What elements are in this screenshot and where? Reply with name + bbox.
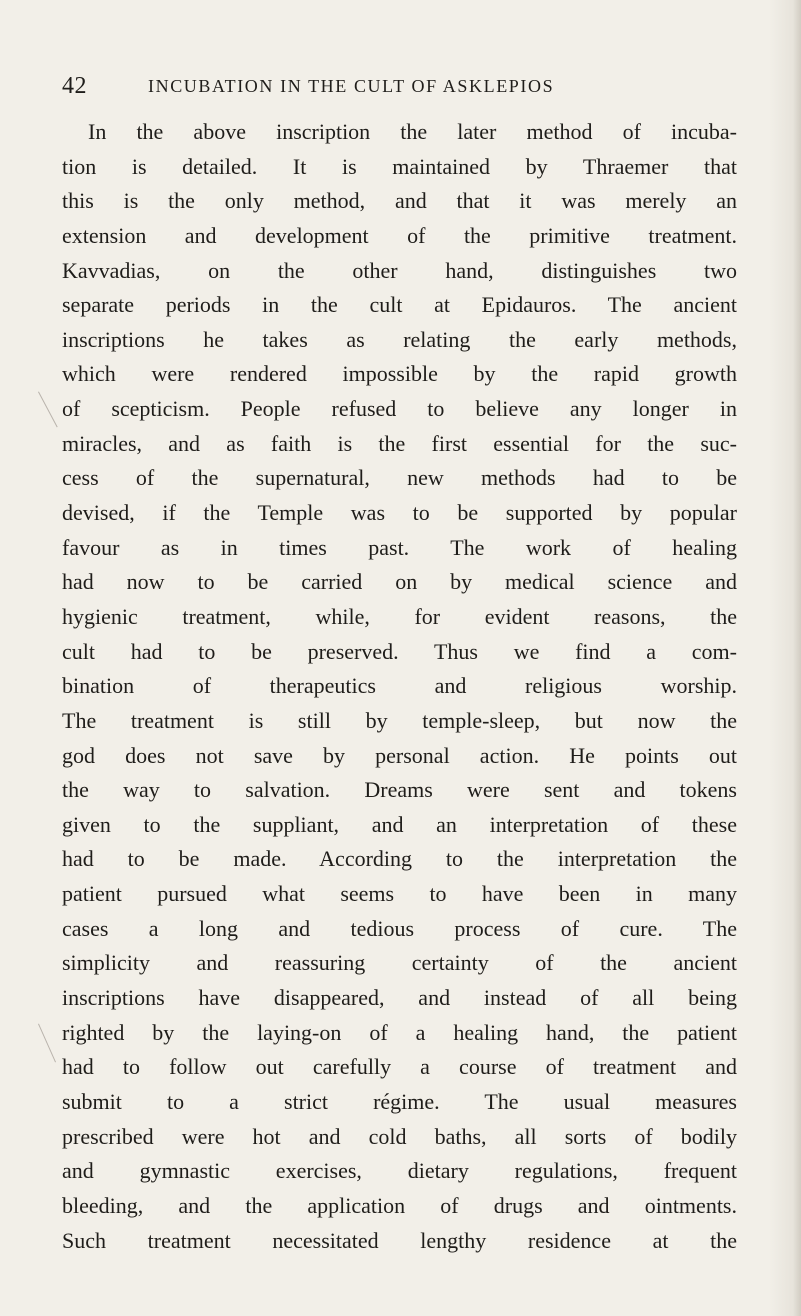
text-line: cess of the supernatural, new methods had to be	[62, 465, 737, 491]
text-line: tion is detailed. It is maintained by Thraemer that	[62, 153, 737, 179]
running-title: INCUBATION IN THE CULT OF ASKLEPIOS	[148, 76, 555, 96]
text-line: simplicity and reassuring certainty of the ancient	[62, 950, 737, 976]
text-line: hygienic treatment, while, for evident reasons, the	[62, 603, 737, 629]
text-line: inscriptions have disappeared, and instead of all being	[62, 985, 737, 1011]
text-line: favour as in times past. The work of healing	[62, 534, 737, 560]
page-edge-shadow	[793, 0, 801, 1316]
text-line: given to the suppliant, and an interpretation of these	[62, 811, 737, 837]
text-line: of scepticism. People refused to believe any longer in	[62, 396, 737, 422]
text-line: cases a long and tedious process of cure. The	[62, 915, 737, 941]
text-line: had now to be carried on by medical science and	[62, 569, 737, 595]
text-line: Such treatment necessitated lengthy residence at the	[62, 1227, 737, 1253]
text-line: bleeding, and the application of drugs and ointments.	[62, 1192, 737, 1218]
text-line: had to be made. According to the interpretation the	[62, 846, 737, 872]
text-line: had to follow out carefully a course of treatment and	[62, 1054, 737, 1080]
text-line: prescribed were hot and cold baths, all sorts of bodily	[62, 1123, 737, 1149]
text-line: The treatment is still by temple-sleep, but now the	[62, 707, 737, 733]
text-line: extension and development of the primitive treatment.	[62, 222, 737, 248]
running-head	[62, 72, 622, 106]
text-line: which were rendered impossible by the rapid growth	[62, 361, 737, 387]
page-number: 42	[62, 73, 87, 99]
text-line: devised, if the Temple was to be supported by popular	[62, 500, 737, 526]
text-line: miracles, and as faith is the first essential for the suc-	[62, 430, 737, 456]
margin-pencil-mark	[38, 1024, 56, 1063]
text-line: submit to a strict régime. The usual measures	[62, 1088, 737, 1114]
text-line: and gymnastic exercises, dietary regulations, frequent	[62, 1158, 737, 1184]
text-line: cult had to be preserved. Thus we find a com-	[62, 638, 737, 664]
margin-pencil-mark	[38, 392, 58, 428]
text-line: separate periods in the cult at Epidauros. The ancient	[62, 292, 737, 318]
text-line: inscriptions he takes as relating the early methods,	[62, 326, 737, 352]
text-line: righted by the laying-on of a healing hand, the patient	[62, 1019, 737, 1045]
text-line: this is the only method, and that it was merely an	[62, 188, 737, 214]
text-line: patient pursued what seems to have been in many	[62, 881, 737, 907]
text-line: In the above inscription the later method of incuba-	[88, 119, 737, 144]
text-line: Kavvadias, on the other hand, distinguishes two	[62, 257, 737, 283]
text-line: the way to salvation. Dreams were sent and tokens	[62, 777, 737, 803]
body-text	[62, 115, 737, 1258]
text-line: bination of therapeutics and religious worship.	[62, 673, 737, 699]
text-line: god does not save by personal action. He points out	[62, 742, 737, 768]
